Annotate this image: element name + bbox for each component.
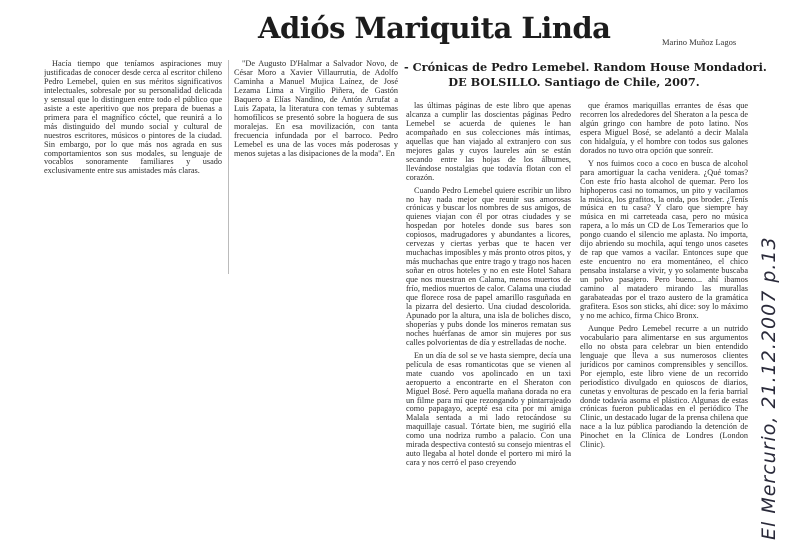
paragraph: las últimas páginas de este libro que apenas alcanza a cumplir las doscientas páginas Pedro Lemebel se acuerda de quienes le han acompañado en sus colecciones más íntimas, aquellas que han viajado al extranjero con sus mejores galas y cuyos laureles aún se están secando entre las hojas de los álbumes, llevándose nostalgias que todavía flotan con el corazón. — [406, 102, 571, 182]
article-column-3 — [406, 102, 571, 534]
paragraph: Hacía tiempo que teníamos aspiraciones muy justificadas de conocer desde cerca al escritor chileno Pedro Lemebel, quien en sus méritos significativos intelectuales, sobresale por su personalidad delicada y sensual que lo distinguen entre todo el público que asiste a este aperitivo que nos prepara de buenas a primera para el magnífico cóctel, que reunirá a lo más distinguido del mundo social y cultural de nuestros escritores, músicos o pintores de la ciudad. Sin embargo, por lo que más nos agrada en sus comportamientos son sus modales, su lenguaje de vocablos sonoramente familiares y usado exclusivamente entre sus amistades más claras. — [44, 60, 222, 176]
column-divider — [228, 60, 229, 274]
book-reference-line-2: DE BOLSILLO. Santiago de Chile, 2007. — [448, 75, 700, 89]
paragraph: Y nos fuimos coco a coco en busca de alcohol para amortiguar la cacha venidera. ¿Qué tomas? Con este frío hasta alcohol de quemar. Pero los hiphoperos casi no tomamos, un pito y vacilamos la música, los grafitos, la onda, pos broder. ¿Tenís música en tu casa? Y claro que siempre hay música en mi carreteada casa, pero no música rapera, a lo más un CD de Los Temerarios que lo pongo cuando el silencio me aplasta. No importa, dijo abriendo su mochila, aquí tengo unos casetes de rap que vamos a vacilar. Entonces supe que este encuentro no era momentáneo, el chico pensaba instalarse a vivir, y yo solamente buscaba un polvo pasajero. Pero bueno... ahí íbamos camino al matadero mirando las murallas garabateadas por el trazo austero de la gramática grafitera. Esos son sticks, ahí dice: soy lo máximo y no me achico, firma Chico Bronx. — [580, 158, 748, 320]
article-column-2 — [234, 60, 398, 272]
book-reference — [404, 60, 767, 90]
handwritten-source-note: El Mercurio, 21.12.2007 p.13 — [758, 236, 780, 540]
article-headline: Adiós Mariquita Linda — [258, 11, 611, 45]
book-reference-line-1: - Crónicas de Pedro Lemebel. Random House Mondadori. — [404, 60, 767, 74]
paragraph: Aunque Pedro Lemebel recurre a un nutrido vocabulario para alimentarse en sus argumentos ello no obsta para celebrar un bien entendido lenguaje que lleva a sus numerosos clientes jurídicos por caminos comprensibles y sencillos. Por ejemplo, este libro viene de un recorrido periodístico divulgado en quioscos de diarios, cunetas y envolturas de pescado en la feria barrial donde todavía asoma el plástico. Algunas de estas crónicas fueron publicadas en el periódico The Clinic, un destacado lugar de la prensa chilena que nace a la luz pública parodiando la detención de Pinochet en la Clínica de Londres (London Clinic). — [580, 323, 748, 450]
paragraph: que éramos mariquillas errantes de ésas que recorren los alrededores del Sheraton a la pesca de algún gringo con hambre de poto latino. Nos espera Miguel Bosé, se adelantó a decir Malala con hidalguía, y el hombre con todos sus galones dorados no tuvo otra opción que sonreír. — [580, 102, 748, 155]
article-column-4 — [580, 102, 748, 534]
paragraph: "De Augusto D'Halmar a Salvador Novo, de César Moro a Xavier Villaurrutia, de Adolfo Caminha a Manuel Mujica Laínez, de José Lezama Lima a Virgilio Piñera, de Gastón Baquero a Elías Nandino, de Antón Arrufat a Luis Zapata, la literatura con temas y subtemas homofílicos se presentó sobre la hoguera de sus moralejas. En esa movilización, con tanta frecuencia infundada por el barroco. Pedro Lemebel es una de las voces más poderosas y menos sujetas a las disipaciones de la moda". En — [234, 60, 398, 158]
paragraph: Cuando Pedro Lemebel quiere escribir un libro no hay nada mejor que reunir sus amorosas crónicas y buscar los nombres de sus amigos, de quienes viajan con él por otras ciudades y se hospedan por hoteles donde sus bares son copiosos, madrugadores y abundantes a licores, cervezas y ciertas yerbas que te hacen ver muchachas imposibles y más pronto otros pitos, y más muchachas que entre trago y trago nos hacen soñar en otros hoteles y no en este Hotel Sahara que nos muestran en Calama, menos muertos de frío, medios muertos de calor. Calama una ciudad que florece rosa de papel amarillo rasguñada en la pizarra del desierto. Una ciudad descolorida. Apunado por la altura, una isla de boliches disco, shoperías y pubs donde los mineros rematan sus noches huérfanas de amor sin mujeres por sus calles polvorientas de día y estrelladas de noche. — [406, 185, 571, 347]
paragraph: En un día de sol se ve hasta siempre, decía una película de esas romanticotas que se vienen al mate cuando vos apolincado en un taxi aeropuerto a encontrarte en el Sheraton con Miguel Bosé. Pero aquella mañana dorada no era un filme para mí que rezongando y pintarrajeado como papagayo, acepté esa cita por mi amiga Malala sentada a mi lado retocándose su maquillaje casual. Tórtate bien, me sugirió ella como una nodriza rumbo a palacio. Con una mirada despectiva contestó su consejo mientras el auto llegaba al hotel donde el portero mi miró la cara y nos cerró el paso creyendo — [406, 350, 571, 468]
article-byline: Marino Muñoz Lagos — [662, 37, 737, 47]
article-column-1 — [44, 60, 222, 270]
